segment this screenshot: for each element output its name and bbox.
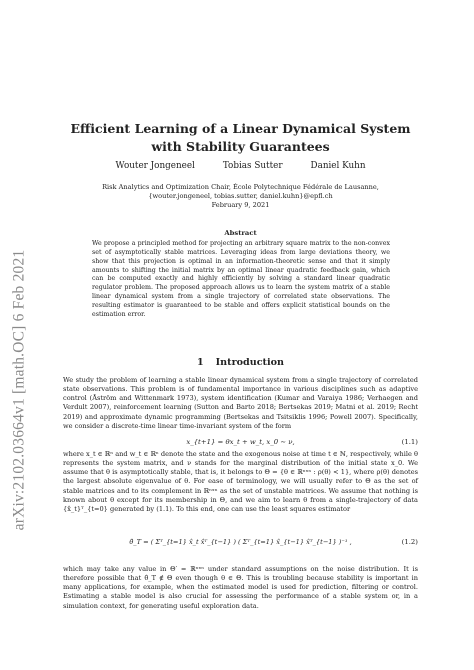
affiliation: Risk Analytics and Optimization Chair, École Polytechnique Fédérale de Lausanne, bbox=[102, 183, 379, 191]
equation-1-1 bbox=[63, 438, 418, 450]
intro-paragraph-1: We study the problem of learning a stable linear dynamical system from a single trajectory of correlated state observations. This problem is of fundamental importance in various disciplines such as adaptive control (Åström and Wittenmark 1973), system identification (Kumar and Varaiya 1986; Verhaegen and Verdult 2007), reinforcement learning (Sutton and Barto 2018; Bertsekas 2019; Matni et al. 2019; Recht 2019) and approximate dynamic programming (Bertsekas and Tsitsiklis 1996; Powell 2007). Specifically, we consider a discrete-time linear time-invariant system of the form bbox=[63, 376, 418, 430]
paper-date: February 9, 2021 bbox=[211, 201, 270, 210]
author-emails: {wouter.jongeneel, tobias.sutter, daniel.kuhn}@epfl.ch bbox=[148, 192, 333, 201]
title-line-1: Efficient Learning of a Linear Dynamical System bbox=[70, 121, 411, 136]
equation-expression: θ̂_T = ( Σᵀ_{t=1} x̂_t x̂ᵀ_{t−1} ) ( Σᵀ_{t=1} x̂_{t−1} x̂ᵀ_{t−1} )⁻¹ , bbox=[129, 538, 352, 546]
affiliation-block bbox=[63, 183, 418, 211]
abstract-heading: Abstract bbox=[224, 229, 257, 237]
intro-paragraph-2: where x_t ∈ ℝⁿ and w_t ∈ ℝⁿ denote the state and the exogenous noise at time t ∈ ℕ, respectively, while θ represents the system matrix, and ν stands for the marginal distribution of the initial state x_0. We assume that θ is asymptotically stable, that is, it belongs to Θ = {θ ∈ ℝⁿˣⁿ : ρ(θ) < 1}, where ρ(θ) denotes the largest absolute eigenvalue of θ. For ease of terminology, we will usually refer to Θ as the set of stable matrices and to its complement in ℝⁿˣⁿ as the set of unstable matrices. We assume that nothing is known about θ except for its membership in Θ, and we aim to learn θ from a single-trajectory of data {x̂_t}ᵀ_{t=0} generated by (1.1). To this end, one can use the least squares estimator bbox=[63, 450, 418, 513]
section-number: 1 bbox=[196, 357, 204, 368]
arxiv-sidebar-stamp bbox=[4, 170, 34, 610]
equation-1-2 bbox=[63, 538, 418, 550]
abstract-text: We propose a principled method for projecting an arbitrary square matrix to the non-convex set of asymptotically stable matrices. Leveraging ideas from large deviations theory, we show that this projection is optimal in an information-theoretic sense and that it simply amounts to shifting the initial matrix by an optimal linear quadratic feedback gain, which can be computed exactly and highly efficiently by solving a standard linear quadratic regulator problem. The proposed approach allows us to learn the system matrix of a stable linear dynamical system from a single trajectory of correlated state observations. The resulting estimator is guaranteed to be stable and offers explicit statistical bounds on the estimation error. bbox=[92, 240, 390, 318]
paper-title bbox=[63, 120, 418, 156]
author-list bbox=[63, 161, 418, 171]
section-heading bbox=[63, 357, 418, 368]
intro-paragraph-3: which may take any value in Θ′ = ℝⁿˣⁿ under standard assumptions on the noise distribution. It is therefore possible that θ̂_T ∉ Θ even though θ ∈ Θ. This is troubling because stability is important in many applications, for example, when the estimated model is used for prediction, filtering or control. Estimating a stable model is also crucial for assessing the performance of a stable system or, in a simulation context, for generating useful exploration data. bbox=[63, 565, 418, 610]
equation-expression: x_{t+1} = θx_t + w_t, x_0 ∼ ν, bbox=[186, 438, 295, 446]
title-line-2: with Stability Guarantees bbox=[151, 139, 330, 154]
arxiv-identifier: arXiv:2102.03664v1 [math.OC] 6 Feb 2021 bbox=[10, 249, 27, 531]
equation-number: (1.2) bbox=[401, 538, 418, 546]
author-name: Tobias Sutter bbox=[222, 161, 283, 171]
author-name: Daniel Kuhn bbox=[310, 161, 366, 171]
author-name: Wouter Jongeneel bbox=[115, 161, 195, 171]
section-title: Introduction bbox=[215, 357, 284, 368]
equation-number: (1.1) bbox=[401, 438, 418, 446]
